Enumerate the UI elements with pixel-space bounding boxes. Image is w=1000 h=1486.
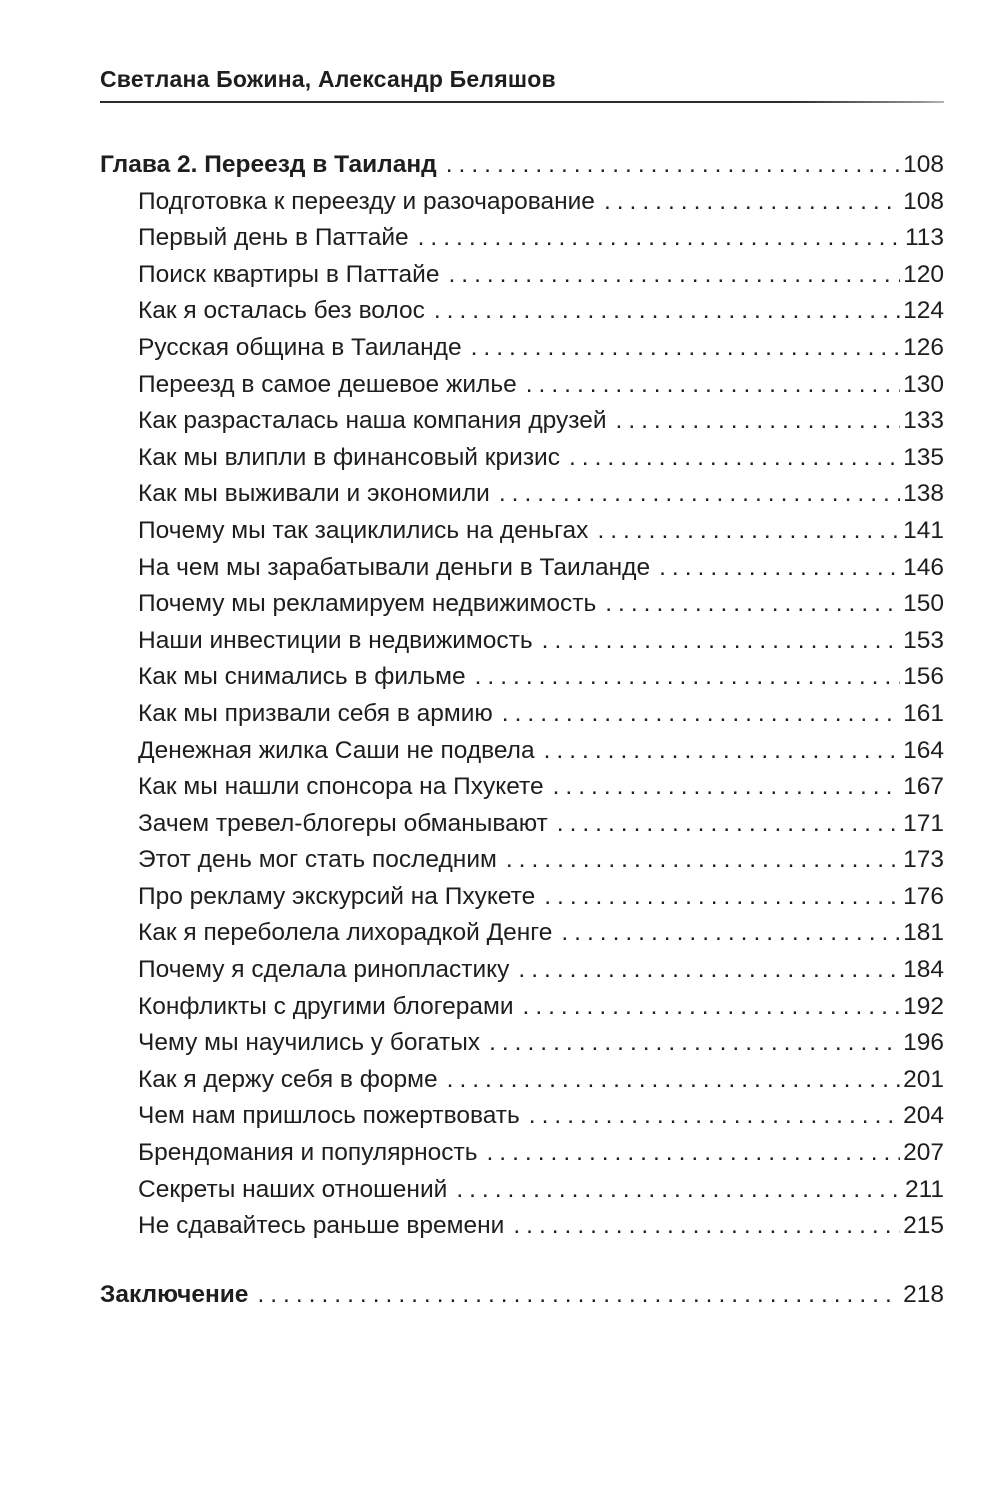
toc-entry-page: 113 [904,224,944,252]
toc-entry-page: 138 [903,480,944,508]
toc-list [100,184,944,1245]
toc-entry-page: 204 [903,1102,944,1130]
toc-entry-title: Как мы влипли в финансовый кризис [138,443,560,471]
toc-entry-page: 201 [903,1065,944,1093]
toc-entry [100,623,944,660]
dot-leader [529,1098,900,1135]
dot-leader [446,147,900,184]
dot-leader [604,184,900,221]
toc-entry-page: 196 [903,1029,944,1057]
toc-entry-page: 146 [903,553,944,581]
toc-entry-title: Поиск квартиры в Паттайе [138,260,440,288]
toc-entry [100,440,944,477]
dot-leader [456,1172,902,1209]
toc-entry-page: 133 [903,407,944,435]
toc-entry-title: Подготовка к переезду и разочарование [138,187,595,215]
toc-entry-title: Как мы выживали и экономили [138,480,490,508]
toc-conclusion-page: 218 [903,1280,944,1308]
toc-entry [100,586,944,623]
toc-entry-page: 211 [904,1175,944,1203]
toc-entry-page: 126 [903,333,944,361]
toc-entry-page: 153 [903,626,944,654]
toc-entry-title: Почему мы так зациклились на деньгах [138,516,589,544]
toc-entry [100,733,944,770]
toc-entry [100,1025,944,1062]
toc-entry-title: Этот день мог стать последним [138,846,497,874]
toc-entry-title: Конфликты с другими блогерами [138,992,514,1020]
dot-leader [523,989,901,1026]
toc-entry-page: 130 [903,370,944,398]
toc-entry-page: 124 [903,297,944,325]
toc-entry-title: Брендомания и популярность [138,1139,478,1167]
dot-leader [418,220,902,257]
dot-leader [557,806,900,843]
toc-entry-page: 176 [903,882,944,910]
toc-entry-page: 150 [903,590,944,618]
running-head-authors: Светлана Божина, Александр Беляшов [100,66,556,92]
toc-entry [100,513,944,550]
toc-entry-title: Почему я сделала ринопластику [138,956,510,984]
toc-entry-title: Как мы призвали себя в армию [138,699,493,727]
dot-leader [489,1025,900,1062]
toc-entry-title: Про рекламу экскурсий на Пхукете [138,882,536,910]
toc-entry [100,220,944,257]
toc-entry-title: Наши инвестиции в недвижимость [138,626,533,654]
toc-entry [100,330,944,367]
toc-entry-page: 173 [903,846,944,874]
dot-leader [561,915,900,952]
toc-entry-page: 161 [903,699,944,727]
toc-entry-title: Почему мы рекламируем недвижимость [138,590,597,618]
dot-leader [486,1135,900,1172]
toc-entry-page: 215 [903,1212,944,1240]
toc-chapter-title: Глава 2. Переезд в Таиланд [100,151,437,178]
dot-leader [499,476,900,513]
dot-leader [447,1062,900,1099]
toc-entry-page: 207 [903,1139,944,1167]
toc-entry-title: На чем мы зарабатывали деньги в Таиланде [138,553,651,581]
toc-entry-title: Первый день в Паттайе [138,224,409,252]
toc-entry-title: Чему мы научились у богатых [138,1029,481,1057]
toc-entry [100,696,944,733]
toc-conclusion-row [100,1277,944,1314]
dot-leader [513,1208,900,1245]
toc-entry-page: 141 [903,516,944,544]
toc-entry-page: 184 [903,956,944,984]
toc-entry-page: 167 [903,773,944,801]
dot-leader [553,769,900,806]
toc-entry-page: 135 [903,443,944,471]
dot-leader [526,367,900,404]
dot-leader [597,513,900,550]
toc-entry [100,659,944,696]
toc-entry-title: Как разрасталась наша компания друзей [138,407,607,435]
toc-entry [100,403,944,440]
dot-leader [506,842,900,879]
toc-entry-page: 108 [903,187,944,215]
toc-entry-page: 192 [903,992,944,1020]
dot-leader [569,440,900,477]
dot-leader [502,696,900,733]
header-rule [100,101,944,103]
toc-entry [100,915,944,952]
toc-entry [100,1098,944,1135]
toc-entry-title: Не сдавайтесь раньше времени [138,1212,505,1240]
toc-entry-title: Денежная жилка Саши не подвела [138,736,535,764]
dot-leader [605,586,900,623]
toc-chapter-row [100,147,944,184]
dot-leader [471,330,901,367]
toc-entry [100,293,944,330]
toc-entry-title: Как мы нашли спонсора на Пхукете [138,773,544,801]
toc-entry-title: Как я держу себя в форме [138,1065,438,1093]
toc-entry-page: 164 [903,736,944,764]
toc-entry [100,1135,944,1172]
toc-entry [100,879,944,916]
dot-leader [257,1277,900,1314]
dot-leader [616,403,901,440]
dot-leader [542,623,900,660]
dot-leader [434,293,900,330]
toc-entry-page: 181 [903,919,944,947]
toc-entry [100,806,944,843]
toc-entry [100,367,944,404]
table-of-contents [100,147,944,1313]
toc-entry [100,1062,944,1099]
toc-entry-title: Переезд в самое дешевое жилье [138,370,517,398]
dot-leader [475,659,900,696]
toc-entry [100,1208,944,1245]
toc-entry-title: Как я переболела лихорадкой Денге [138,919,553,947]
toc-entry-title: Русская община в Таиланде [138,333,462,361]
toc-entry-page: 171 [903,809,944,837]
toc-entry-title: Зачем тревел-блогеры обманывают [138,809,548,837]
toc-chapter-page: 108 [903,151,944,178]
toc-entry [100,257,944,294]
dot-leader [544,733,901,770]
toc-entry [100,842,944,879]
toc-conclusion-title: Заключение [100,1280,249,1308]
dot-leader [518,952,900,989]
toc-entry [100,476,944,513]
toc-entry [100,184,944,221]
toc-entry [100,769,944,806]
toc-entry [100,989,944,1026]
toc-entry-page: 120 [903,260,944,288]
dot-leader [659,550,900,587]
toc-entry-page: 156 [903,663,944,691]
dot-leader [448,257,900,294]
toc-entry-title: Как мы снимались в фильме [138,663,466,691]
toc-entry-title: Чем нам пришлось пожертвовать [138,1102,520,1130]
toc-entry [100,952,944,989]
toc-entry-title: Секреты наших отношений [138,1175,448,1203]
toc-entry [100,1172,944,1209]
toc-entry-title: Как я осталась без волос [138,297,425,325]
toc-entry [100,550,944,587]
dot-leader [544,879,900,916]
